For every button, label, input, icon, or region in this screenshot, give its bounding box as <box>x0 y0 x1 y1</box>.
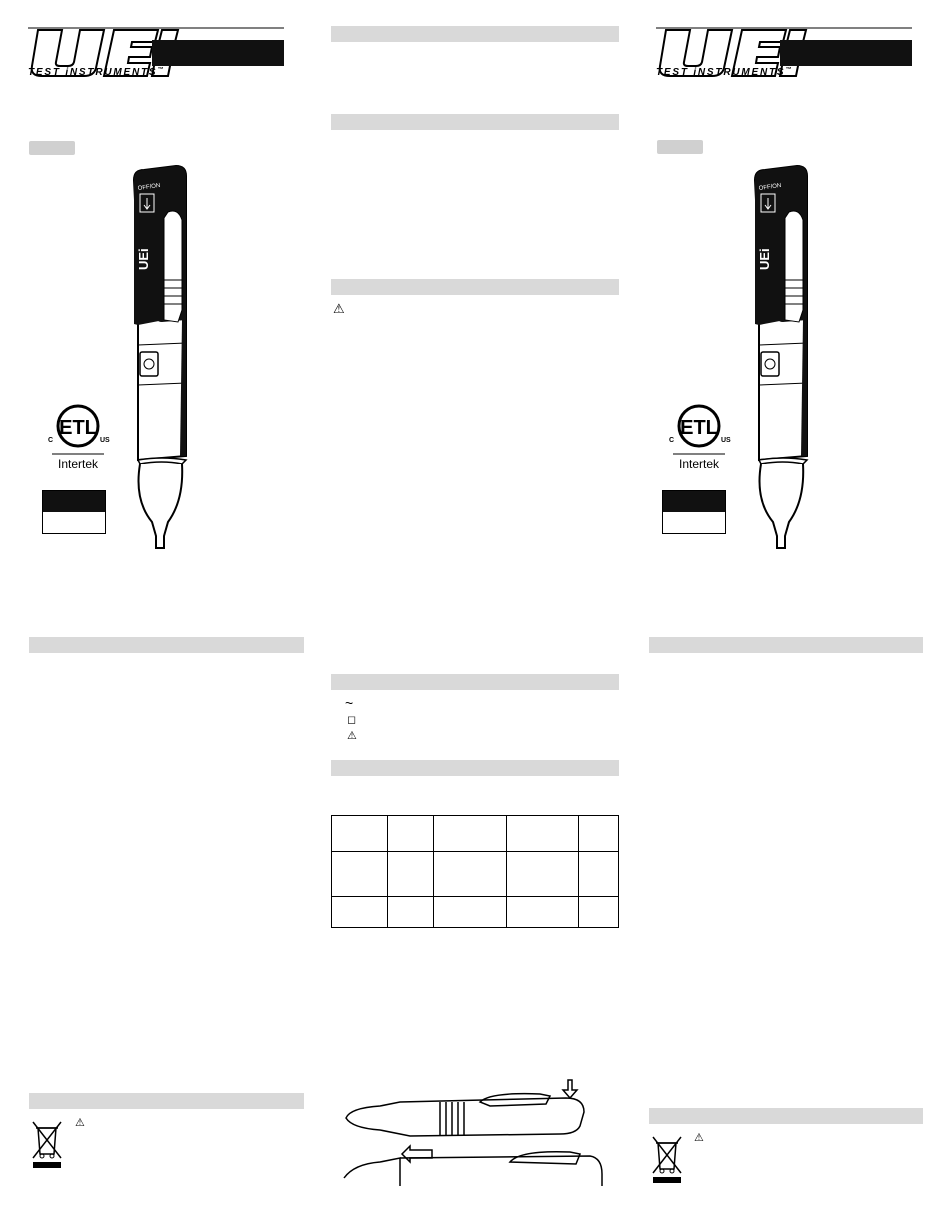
clip-brand-text: UEi <box>136 248 151 270</box>
off-on-label: OFF/ON <box>137 182 161 192</box>
off-on-label: OFF/ON <box>758 182 782 192</box>
table-cell <box>579 897 619 928</box>
table-row <box>332 852 619 897</box>
etl-listed-mark <box>40 402 116 474</box>
section-bar-right-2 <box>649 1108 923 1124</box>
table-cell <box>507 897 579 928</box>
table-cell <box>579 816 619 852</box>
svg-text:Intertek: Intertek <box>678 457 720 471</box>
section-bar-mid-3 <box>331 279 619 295</box>
section-bar-right-1 <box>649 637 923 653</box>
table-row <box>332 816 619 852</box>
pocket-clip-illustration <box>340 1078 610 1186</box>
weee-bin-icon <box>30 1118 64 1170</box>
table-cell <box>433 852 507 897</box>
warning-icon: ⚠ <box>75 1117 85 1129</box>
table-cell <box>507 816 579 852</box>
table-cell <box>387 897 433 928</box>
table-cell <box>507 852 579 897</box>
warning-icon: ⚠ <box>694 1132 704 1144</box>
svg-text:ETL: ETL <box>680 417 718 439</box>
table-cell <box>332 897 388 928</box>
specifications-table <box>331 815 619 928</box>
section-bar-mid-5 <box>331 760 619 776</box>
logo-tagline: TEST iNSTRUMENTS™ <box>28 67 166 78</box>
rating-box <box>662 490 726 534</box>
section-bar-mid-4 <box>331 674 619 690</box>
table-cell <box>387 816 433 852</box>
svg-text:C: C <box>669 437 675 444</box>
ac-symbol-icon: ~ <box>345 695 354 711</box>
warning-icon: ⚠ <box>347 730 357 742</box>
svg-text:ETL: ETL <box>59 417 97 439</box>
table-cell <box>433 816 507 852</box>
svg-text:US: US <box>100 437 110 444</box>
section-bar-mid-2 <box>331 114 619 130</box>
double-insulation-icon: ◻ <box>347 714 357 726</box>
section-bar-mid-1 <box>331 26 619 42</box>
model-tag <box>657 140 703 154</box>
etl-listed-mark <box>661 402 737 474</box>
svg-text:US: US <box>721 437 731 444</box>
svg-text:C: C <box>48 437 54 444</box>
rating-box <box>42 490 106 534</box>
table-cell <box>433 897 507 928</box>
clip-brand-text: UEi <box>757 248 772 270</box>
voltage-tester-illustration <box>739 160 829 552</box>
weee-bin-icon <box>650 1133 684 1185</box>
model-tag <box>29 141 75 155</box>
svg-text:Intertek: Intertek <box>57 457 99 471</box>
table-row <box>332 897 619 928</box>
table-cell <box>332 816 388 852</box>
voltage-tester-illustration <box>118 160 208 552</box>
table-cell <box>387 852 433 897</box>
section-bar-left-1 <box>29 637 304 653</box>
section-bar-left-2 <box>29 1093 304 1109</box>
table-cell <box>332 852 388 897</box>
logo-tagline: TEST iNSTRUMENTS™ <box>656 67 794 78</box>
warning-icon: ⚠ <box>333 301 345 316</box>
table-cell <box>579 852 619 897</box>
